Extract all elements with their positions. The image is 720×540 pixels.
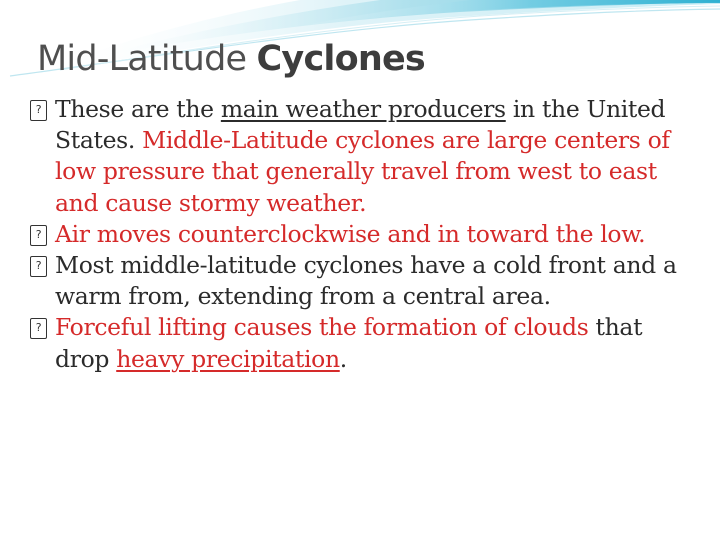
bullet-glyph-icon: ?: [30, 256, 47, 277]
bullet-glyph-icon: ?: [30, 100, 47, 121]
bullet-item: [30, 94, 680, 219]
bullet-item: [30, 312, 680, 374]
bullet-text-segment: .: [339, 344, 347, 373]
title-bold-text: Cyclones: [256, 39, 425, 79]
slide-title: [37, 36, 425, 82]
bullet-text-segment: Middle-Latitude cyclones are large centers of low pressure that generally travel from west to east and cause stormy weather.: [55, 126, 670, 217]
bullet-text-segment: heavy precipitation: [116, 344, 340, 373]
bullet-text-segment: main weather producers: [220, 95, 506, 123]
slide-body: [30, 94, 680, 375]
bullet-text-segment: These are the: [55, 95, 221, 123]
bullet-text-segment: that drop: [55, 313, 643, 373]
bullet-item: [30, 250, 680, 312]
title-normal-text: Mid-Latitude: [37, 39, 257, 79]
bullet-glyph-icon: ?: [30, 318, 47, 339]
bullet-text-segment: Air moves counterclockwise and in toward the low.: [55, 219, 646, 248]
bullet-text-segment: Most middle-latitude cyclones have a cold front and a warm from, extending from a central area.: [55, 251, 677, 311]
bullet-item: [30, 219, 680, 250]
bullet-glyph-icon: ?: [30, 225, 47, 246]
bullet-text-segment: in the United States.: [55, 95, 666, 155]
bullet-text-segment: Forceful lifting causes the formation of clouds: [55, 313, 589, 342]
